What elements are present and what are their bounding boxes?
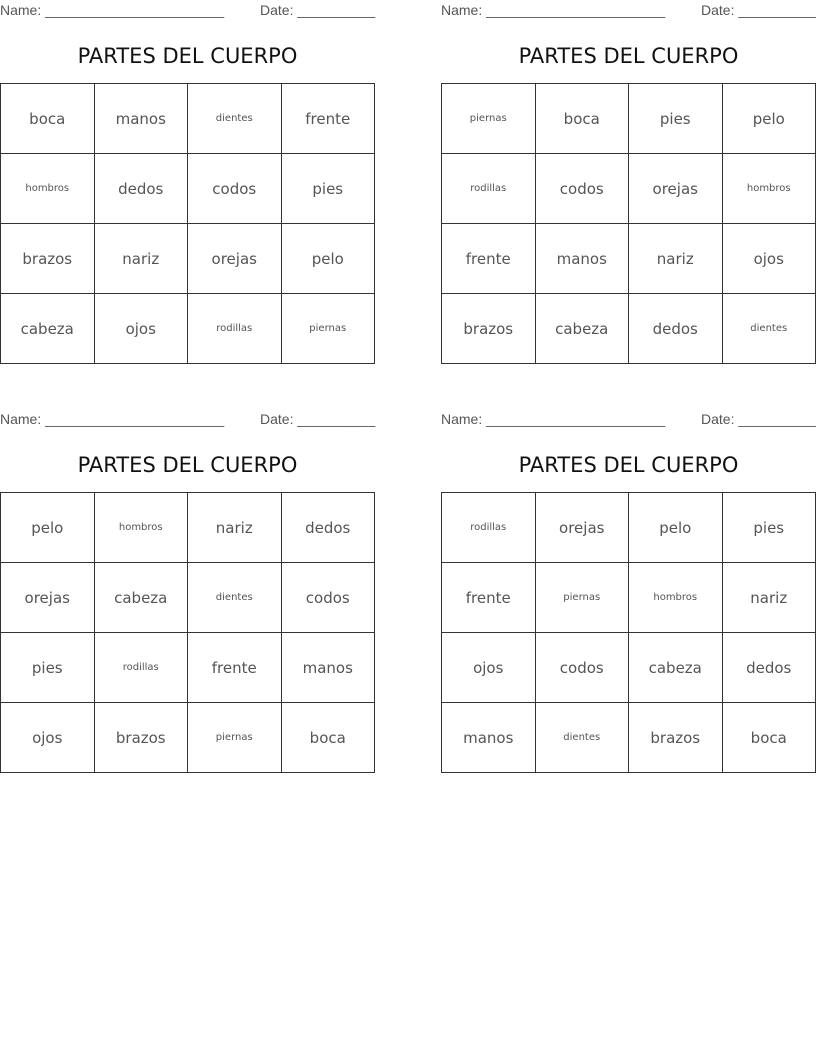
grid-row bbox=[442, 154, 816, 224]
grid-cell: pelo bbox=[722, 84, 816, 154]
grid-cell: manos bbox=[535, 224, 629, 294]
card-title: PARTES DEL CUERPO bbox=[77, 44, 298, 68]
card-title: PARTES DEL CUERPO bbox=[77, 453, 298, 477]
grid-row bbox=[1, 154, 375, 224]
grid-cell: ojos bbox=[442, 633, 536, 703]
grid-row bbox=[1, 224, 375, 294]
grid-cell: codos bbox=[188, 154, 282, 224]
grid-cell: piernas bbox=[281, 294, 375, 364]
grid-cell: nariz bbox=[94, 224, 188, 294]
grid-cell: hombros bbox=[94, 493, 188, 563]
grid-cell: dedos bbox=[722, 633, 816, 703]
card-title: PARTES DEL CUERPO bbox=[518, 44, 739, 68]
grid-cell: brazos bbox=[442, 294, 536, 364]
grid-cell: dedos bbox=[629, 294, 723, 364]
grid-cell: boca bbox=[722, 703, 816, 773]
grid-cell: brazos bbox=[629, 703, 723, 773]
grid-cell: dedos bbox=[94, 154, 188, 224]
grid-cell: dientes bbox=[188, 84, 282, 154]
name-field: Name: _______________________ bbox=[441, 2, 666, 18]
bingo-grid bbox=[441, 83, 816, 364]
grid-row bbox=[1, 563, 375, 633]
grid-row bbox=[442, 84, 816, 154]
grid-cell: rodillas bbox=[188, 294, 282, 364]
grid-cell: codos bbox=[281, 563, 375, 633]
name-field: Name: _______________________ bbox=[0, 2, 225, 18]
date-field: Date: __________ bbox=[260, 2, 376, 18]
grid-cell: hombros bbox=[629, 563, 723, 633]
name-field: Name: _______________________ bbox=[441, 411, 666, 427]
grid-cell: frente bbox=[188, 633, 282, 703]
grid-cell: pelo bbox=[629, 493, 723, 563]
grid-cell: cabeza bbox=[1, 294, 95, 364]
grid-cell: pies bbox=[722, 493, 816, 563]
grid-cell: pies bbox=[281, 154, 375, 224]
bingo-card bbox=[441, 409, 816, 747]
grid-cell: orejas bbox=[188, 224, 282, 294]
card-header bbox=[0, 0, 375, 22]
grid-cell: dientes bbox=[722, 294, 816, 364]
grid-cell: orejas bbox=[1, 563, 95, 633]
grid-row bbox=[1, 633, 375, 703]
grid-row bbox=[1, 703, 375, 773]
grid-row bbox=[442, 563, 816, 633]
grid-cell: rodillas bbox=[442, 493, 536, 563]
card-header bbox=[441, 409, 816, 431]
grid-cell: nariz bbox=[188, 493, 282, 563]
grid-cell: manos bbox=[94, 84, 188, 154]
grid-cell: orejas bbox=[535, 493, 629, 563]
grid-cell: ojos bbox=[94, 294, 188, 364]
grid-cell: rodillas bbox=[442, 154, 536, 224]
card-title: PARTES DEL CUERPO bbox=[518, 453, 739, 477]
grid-row bbox=[442, 703, 816, 773]
grid-row bbox=[442, 294, 816, 364]
grid-cell: nariz bbox=[629, 224, 723, 294]
grid-cell: hombros bbox=[1, 154, 95, 224]
grid-cell: boca bbox=[281, 703, 375, 773]
bingo-card bbox=[441, 0, 816, 338]
card-header bbox=[0, 409, 375, 431]
grid-cell: frente bbox=[442, 224, 536, 294]
grid-cell: brazos bbox=[94, 703, 188, 773]
grid-cell: frente bbox=[281, 84, 375, 154]
bingo-grid bbox=[441, 492, 816, 773]
grid-cell: piernas bbox=[442, 84, 536, 154]
grid-cell: piernas bbox=[188, 703, 282, 773]
grid-cell: dedos bbox=[281, 493, 375, 563]
grid-cell: cabeza bbox=[94, 563, 188, 633]
grid-cell: dientes bbox=[188, 563, 282, 633]
grid-cell: dientes bbox=[535, 703, 629, 773]
bingo-card bbox=[0, 0, 376, 338]
grid-row bbox=[1, 294, 375, 364]
grid-cell: pies bbox=[629, 84, 723, 154]
grid-cell: codos bbox=[535, 633, 629, 703]
grid-row bbox=[442, 633, 816, 703]
grid-cell: ojos bbox=[1, 703, 95, 773]
bingo-grid bbox=[0, 83, 375, 364]
card-header bbox=[441, 0, 816, 22]
date-field: Date: __________ bbox=[701, 411, 816, 427]
date-field: Date: __________ bbox=[260, 411, 376, 427]
grid-cell: codos bbox=[535, 154, 629, 224]
grid-row bbox=[442, 493, 816, 563]
grid-cell: piernas bbox=[535, 563, 629, 633]
grid-cell: manos bbox=[442, 703, 536, 773]
bingo-grid bbox=[0, 492, 375, 773]
grid-cell: brazos bbox=[1, 224, 95, 294]
grid-cell: hombros bbox=[722, 154, 816, 224]
grid-cell: boca bbox=[535, 84, 629, 154]
grid-row bbox=[1, 493, 375, 563]
grid-cell: cabeza bbox=[629, 633, 723, 703]
grid-cell: ojos bbox=[722, 224, 816, 294]
grid-cell: pelo bbox=[1, 493, 95, 563]
grid-cell: rodillas bbox=[94, 633, 188, 703]
grid-cell: orejas bbox=[629, 154, 723, 224]
grid-cell: nariz bbox=[722, 563, 816, 633]
bingo-card bbox=[0, 409, 376, 747]
grid-cell: cabeza bbox=[535, 294, 629, 364]
grid-cell: frente bbox=[442, 563, 536, 633]
grid-row bbox=[1, 84, 375, 154]
name-field: Name: _______________________ bbox=[0, 411, 225, 427]
grid-row bbox=[442, 224, 816, 294]
grid-cell: boca bbox=[1, 84, 95, 154]
grid-cell: pies bbox=[1, 633, 95, 703]
date-field: Date: __________ bbox=[701, 2, 816, 18]
grid-cell: manos bbox=[281, 633, 375, 703]
grid-cell: pelo bbox=[281, 224, 375, 294]
